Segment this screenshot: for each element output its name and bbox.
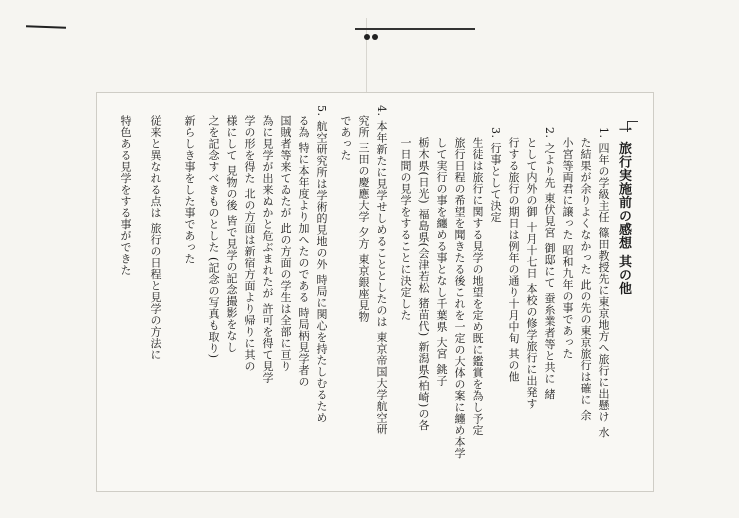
text-column: して実行の事を纏める事となし千葉県 大宮 銚子 (435, 137, 448, 387)
text-column: 3. 行事として決定 (489, 127, 502, 223)
binder-hole-icon (364, 34, 370, 40)
text-column: 4. 本年新たに見学せしめることとしたのは 東京帝国大学航空研 (375, 105, 388, 435)
text-column: 旅行日程の希望を聞きたる後これを一定の大体の案に纏め本学 (453, 137, 466, 459)
text-column: であった (339, 115, 352, 161)
text-column: 行する旅行の期日は例年の通り十月中旬 其の他 (507, 137, 520, 383)
text-column: 究所 三田の慶應大学 夕方 東京銀座見物 (357, 115, 370, 323)
text-column: 様にして 見物の後 皆で見学の記念撮影をなし (225, 115, 238, 353)
text-column: 為に見学が出来ぬかと危ぶまれたが 許可を得て見学 (261, 115, 274, 384)
heading: 一 旅行実施前の感想 其の他 (616, 123, 631, 296)
text-column: 特色ある見学をする事ができた (119, 115, 132, 276)
manuscript-sheet (96, 92, 654, 492)
text-column: 栃木県(日光) 福島県(会津若松 猪苗代) 新潟県(柏崎)の各 (417, 137, 430, 431)
text-column: 5. 航空研究所は学術的見地の外 時局に関心を持たしむるため (315, 105, 328, 424)
text-column: 生徒は旅行に関する見学の地望を定め既に鑑賞を為し予定 (471, 137, 484, 436)
text-column: た結果が余りよくなかった 此の先の東京旅行は確に 余 (579, 137, 592, 421)
text-column: る為 特に本年度より加へたのである 時局柄見学者の (297, 115, 310, 388)
corner-mark (26, 25, 66, 28)
text-column: 学の形を得た 北の方面は新宿方面より帰りに其の (243, 115, 256, 372)
text-column: 新らしき事をした事であった (183, 115, 196, 265)
text-column: として内外の御 十月十七日 本校の修学旅行に出発す (525, 137, 538, 410)
text-column: 1. 四年の学級主任 篠田教授先に東京地方へ旅行に出懸け 水 (597, 127, 610, 438)
text-column: 之を記念すべきものとした (記念の写真も取り) (207, 115, 220, 359)
binding-strip (355, 28, 475, 30)
binder-hole-icon (372, 34, 378, 40)
text-column: 国賊者等来てゐたが 此の方面の学生は全部に亘り (279, 115, 292, 372)
text-column: 小宮等両君に譲った 昭和九年の事であった (561, 137, 574, 360)
text-column: 従来と異なれる点は 旅行の日程と見学の方法に (149, 115, 162, 361)
text-column: 2. 之より先 東伏見宮 御邸にて 蚕糸業者等と共に 緒 (543, 127, 556, 400)
text-column: 一日間の見学をすることに決定した (399, 137, 412, 321)
